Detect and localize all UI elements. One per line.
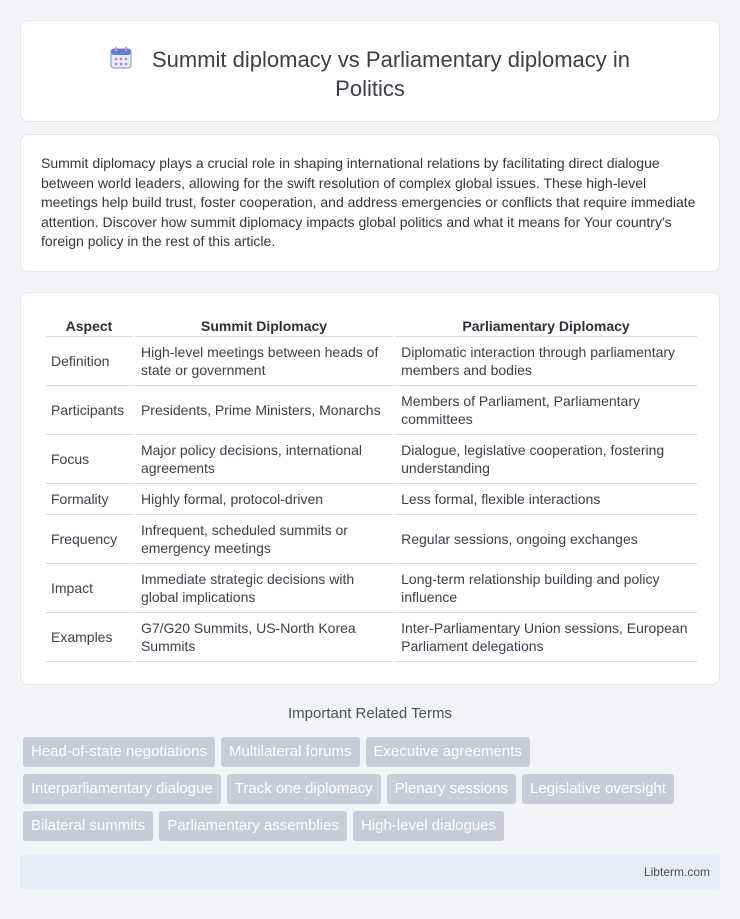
related-term-tag[interactable]: Parliamentary assemblies	[159, 811, 347, 841]
tag-row	[23, 811, 723, 848]
table-row	[45, 435, 697, 484]
related-term-tag[interactable]: Bilateral summits	[23, 811, 153, 841]
title-card	[20, 20, 720, 122]
tag-row	[23, 774, 723, 811]
table-row	[45, 613, 697, 662]
table-row	[45, 386, 697, 435]
related-terms-heading: Important Related Terms	[288, 705, 452, 722]
cell-aspect: Frequency	[45, 515, 133, 564]
cell-summit: High-level meetings between heads of state or government	[135, 337, 393, 386]
header-parliamentary: Parliamentary Diplomacy	[395, 316, 697, 337]
table-header-row	[45, 316, 697, 337]
cell-parliamentary: Diplomatic interaction through parliamentary members and bodies	[395, 337, 697, 386]
related-term-tag[interactable]: Legislative oversight	[522, 774, 674, 804]
cell-aspect: Definition	[45, 337, 133, 386]
cell-aspect: Focus	[45, 435, 133, 484]
cell-parliamentary: Less formal, flexible interactions	[395, 484, 697, 515]
related-term-tag[interactable]: Interparliamentary dialogue	[23, 774, 221, 804]
comparison-card	[20, 292, 720, 685]
header-summit: Summit Diplomacy	[135, 316, 393, 337]
cell-aspect: Participants	[45, 386, 133, 435]
cell-summit: Infrequent, scheduled summits or emergency meetings	[135, 515, 393, 564]
table-row	[45, 564, 697, 613]
table-row	[45, 337, 697, 386]
intro-paragraph: Summit diplomacy plays a crucial role in shaping international relations by facilitating direct dialogue between world leaders, allowing for the swift resolution of complex global issues. These high-level meetings help build trust, foster cooperation, and address emergencies or conflicts that require immediate attention. Discover how summit diplomacy impacts global politics and what it means for Your country's foreign policy in the rest of this article.	[41, 155, 696, 249]
cell-summit: Major policy decisions, international agreements	[135, 435, 393, 484]
header-aspect: Aspect	[45, 316, 133, 337]
cell-parliamentary: Long-term relationship building and policy influence	[395, 564, 697, 613]
table-row	[45, 484, 697, 515]
cell-summit: Highly formal, protocol-driven	[135, 484, 393, 515]
cell-aspect: Examples	[45, 613, 133, 662]
cell-parliamentary: Members of Parliament, Parliamentary committees	[395, 386, 697, 435]
footer	[20, 855, 720, 889]
comparison-table	[43, 316, 699, 662]
footer-site-link[interactable]: Libterm.com	[643, 865, 710, 879]
related-term-tag[interactable]: Track one diplomacy	[227, 774, 381, 804]
related-terms-list	[23, 737, 723, 848]
table-row	[45, 515, 697, 564]
cell-aspect: Formality	[45, 484, 133, 515]
calendar-icon	[110, 46, 132, 70]
intro-card	[20, 134, 720, 272]
page-title: Summit diplomacy vs Parliamentary diplomacy in Politics	[21, 45, 719, 103]
related-term-tag[interactable]: Executive agreements	[366, 737, 530, 767]
tag-row	[23, 737, 723, 774]
related-term-tag[interactable]: High-level dialogues	[353, 811, 504, 841]
related-term-tag[interactable]: Multilateral forums	[221, 737, 360, 767]
related-term-tag[interactable]: Head-of-state negotiations	[23, 737, 215, 767]
cell-summit: Presidents, Prime Ministers, Monarchs	[135, 386, 393, 435]
cell-parliamentary: Regular sessions, ongoing exchanges	[395, 515, 697, 564]
cell-parliamentary: Dialogue, legislative cooperation, fostering understanding	[395, 435, 697, 484]
cell-parliamentary: Inter-Parliamentary Union sessions, European Parliament delegations	[395, 613, 697, 662]
related-term-tag[interactable]: Plenary sessions	[387, 774, 516, 804]
cell-summit: Immediate strategic decisions with global implications	[135, 564, 393, 613]
cell-aspect: Impact	[45, 564, 133, 613]
cell-summit: G7/G20 Summits, US-North Korea Summits	[135, 613, 393, 662]
